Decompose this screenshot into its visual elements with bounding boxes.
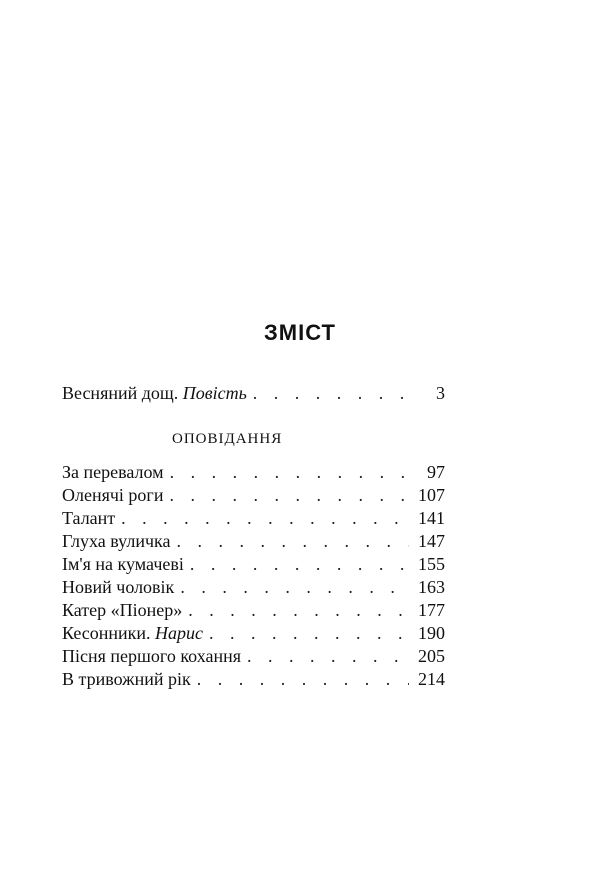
toc-entry-title: Талант bbox=[62, 508, 116, 528]
toc-page-number: 107 bbox=[418, 485, 445, 505]
toc-entry bbox=[62, 508, 445, 532]
toc-page-number: 3 bbox=[436, 383, 445, 403]
toc-entry-label bbox=[62, 600, 182, 621]
dot-leader bbox=[180, 577, 409, 598]
toc-entry-label bbox=[62, 485, 163, 506]
toc-entry-label bbox=[62, 508, 115, 529]
toc-entry bbox=[62, 646, 445, 670]
toc-entry bbox=[62, 623, 445, 647]
toc-entry-title: Весняний дощ. bbox=[62, 383, 179, 403]
toc-page-number: 177 bbox=[418, 600, 445, 620]
toc-page-number: 205 bbox=[418, 646, 445, 666]
toc-page-number: 141 bbox=[418, 508, 445, 528]
toc-entry bbox=[62, 554, 445, 578]
toc-entry-label bbox=[62, 669, 191, 690]
toc-entry-label bbox=[62, 554, 184, 575]
dot-leader bbox=[188, 600, 409, 621]
toc-page-number: 214 bbox=[418, 669, 445, 689]
dot-leader bbox=[121, 508, 409, 529]
toc-entry-title: Глуха вуличка bbox=[62, 531, 171, 551]
toc-entry-title: Катер «Піонер» bbox=[62, 600, 183, 620]
toc-entry bbox=[62, 462, 445, 486]
toc-entry-label bbox=[62, 531, 171, 552]
toc-page-number: 155 bbox=[418, 554, 445, 574]
toc-entry-title: Ім'я на кумачеві bbox=[62, 554, 184, 574]
toc-entry-title: Кесонники. bbox=[62, 623, 151, 643]
toc-entry bbox=[62, 383, 445, 407]
dot-leader bbox=[177, 531, 409, 552]
toc-entry-title: Пісня першого кохання bbox=[62, 646, 241, 666]
dot-leader bbox=[170, 462, 409, 483]
toc-page-number: 163 bbox=[418, 577, 445, 597]
dot-leader bbox=[253, 383, 409, 404]
toc-page-number: 190 bbox=[418, 623, 445, 643]
toc-entry-title: В тривожний рік bbox=[62, 669, 191, 689]
toc-page-number: 147 bbox=[418, 531, 445, 551]
toc-entry-title: За перевалом bbox=[62, 462, 164, 482]
toc-entry bbox=[62, 669, 445, 693]
toc-entry-label bbox=[62, 383, 247, 404]
toc-entry-label bbox=[62, 462, 164, 483]
toc-page-number: 97 bbox=[427, 462, 445, 482]
toc-entry-title: Оленячі роги bbox=[62, 485, 164, 505]
toc-entry-title: Новий чоловік bbox=[62, 577, 175, 597]
toc-entry bbox=[62, 531, 445, 555]
toc-entry-label bbox=[62, 646, 241, 667]
contents-title: ЗМІСТ bbox=[264, 320, 336, 345]
toc-entry-label bbox=[62, 623, 203, 644]
dot-leader bbox=[190, 554, 409, 575]
toc-entry bbox=[62, 485, 445, 509]
dot-leader bbox=[169, 485, 409, 506]
toc-entry bbox=[62, 577, 445, 601]
dot-leader bbox=[197, 669, 409, 690]
toc-entry-subtitle: Повість bbox=[182, 383, 247, 403]
toc-entry-subtitle: Нарис bbox=[155, 623, 204, 643]
toc-entry-label bbox=[62, 577, 174, 598]
dot-leader bbox=[209, 623, 409, 644]
toc-entry bbox=[62, 600, 445, 624]
section-heading: ОПОВІДАННЯ bbox=[172, 431, 283, 447]
dot-leader bbox=[247, 646, 409, 667]
